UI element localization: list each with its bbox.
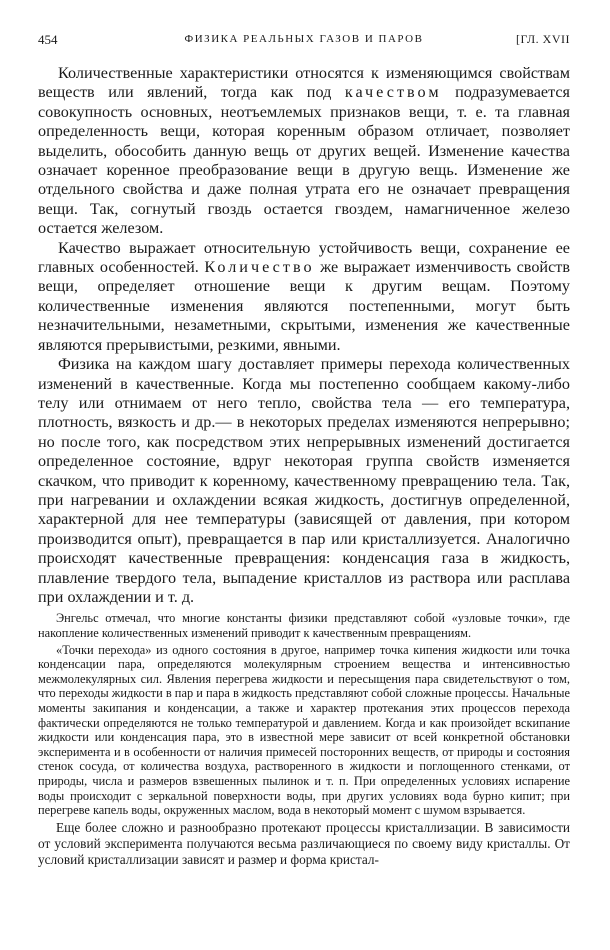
chapter-reference: [ГЛ. XVII [516, 32, 570, 46]
paragraph-quantity-definition [38, 239, 570, 355]
book-page [38, 32, 570, 868]
main-text [38, 64, 570, 607]
text-segment: Количественные характеристики относятся к изменяющимся свойствам веществ или явлений, тогда как под [38, 64, 570, 102]
paragraph-transition-points: «Точки перехода» из одного состояния в другое, например точка кипения жидкости или точка конденсации пара, определяются молекулярным строением вещества и интенсивностью межмолекулярных сил. Явления перегрева жидкости и пересыщения пара свидетельствуют о том, что переходы жидкости в пар и пара в жидкость представляют собой сложные процессы. Начальные моменты закипания и конденсации, а также и характер протекания этих процессов перехода фактически определяются не только температурой и давлением. Когда и как произойдет вскипание жидкости или конденсация пара, это в известной мере зависит от всей конкретной обстановки эксперимента и в особенности от наличия примесей посторонних веществ, от природы и состояния стенок сосуда, от количества воздуха, растворенного в жидкости и поглощенного стенками, от природы, числа и размеров взвешенных пылинок и т. п. При определенных условиях испарение воды происходит с зеркальной поверхности воды, при других условиях вода бурно кипит; при перегреве капель воды, окруженных маслом, вода в некоторый момент с шумом взрывается. [38, 642, 570, 818]
text-segment: Физика на каждом шагу доставляет примеры перехода количественных изменений в качественные. Когда мы постепенно сообщаем какому-либо телу или отнимаем от него тепло, свойства тела — его температура, плотность, вязкость и др.— в некоторых пределах изменяются непрерывно; но после того, как посредством этих непрерывных изменений достигается определенное состояние, вдруг некоторая группа свойств изменяется скачком, что приводит к коренному, качественному превращению тела. Так, при нагревании и охлаждении всякая жидкость, достигнув определенной, характерной для нее температуры (зависящей от давления, при котором производится опыт), превращается в пар или кристаллизуется. Аналогично происходят качественные превращения: конденсация газа в жидкость, плавление твердого тела, выпадение кристаллов из раствора или расплава при охлаждении и т. д. [38, 355, 570, 606]
page-number: 454 [38, 32, 58, 47]
text-segment: Качество выражает относительную устойчивость вещи, сохранение ее главных особенностей. [38, 238, 570, 277]
emphasized-term: Количество [204, 258, 315, 277]
paragraph-quality-quantity [38, 64, 570, 239]
running-head [38, 32, 570, 54]
closing-section [38, 820, 570, 868]
text-segment: подразумевается совокупность основных, неотъемлемых признаков вещи, т. е. та главная определенность вещи, которая коренным образом отличает, позволяет выделить, обособить данную вещь от других вещей. Изменение качества означает коренное преобразование вещи в другую вещь. Изменение же отдельного свойства и даже полная утрата его не означает превращения вещи. Так, согнутый гвоздь остается гвоздем, намагниченное железо остается железом. [38, 83, 570, 238]
running-title: ФИЗИКА РЕАЛЬНЫХ ГАЗОВ И ПАРОВ [184, 33, 424, 45]
paragraph-engels-note: Энгельс отмечал, что многие константы физики представляют собой «узловые точки», где накопление количественных изменений приводит к качественным превращениям. [38, 611, 570, 640]
paragraph-crystallization: Еще более сложно и разнообразно протекают процессы кристаллизации. В зависимости от условий эксперимента получаются весьма различающиеся по своему виду кристаллы. От условий кристаллизации зависят и размер и форма кристал- [38, 819, 570, 867]
text-segment: же выражает изменчивость свойств вещи, определяет отношение вещи к другим вещам. Поэтому количественные изменения являются постепенными, могут быть незначительными, незаметными, скрытыми, изменения же качественные являются прерывистыми, резкими, явными. [38, 258, 570, 354]
small-print-section [38, 611, 570, 817]
paragraph-physics-examples [38, 355, 570, 607]
emphasized-term: качеством [344, 83, 442, 102]
